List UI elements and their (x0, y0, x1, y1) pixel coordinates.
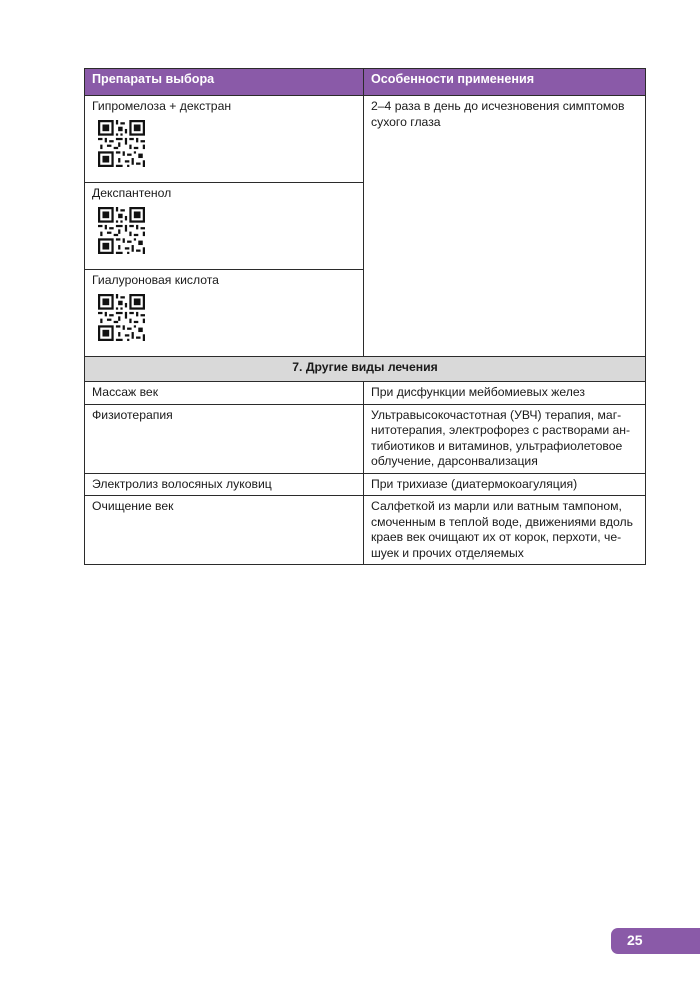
table-row (85, 96, 646, 183)
drug-cell (85, 96, 364, 183)
table-row (85, 473, 646, 496)
drug-name: Гипромелоза + декстран (92, 99, 232, 113)
qr-code-icon (98, 294, 145, 341)
page-number-tab (611, 928, 700, 954)
header-drugs: Препараты выбора (85, 69, 364, 96)
section-title: 7. Другие виды лечения (85, 357, 646, 382)
drugs-usage-cell: 2–4 раза в день до исчезновения симптомов сухого глаза (364, 96, 646, 357)
row-name: Электролиз волосяных луковиц (85, 473, 364, 496)
section-row (85, 357, 646, 382)
table-row (85, 404, 646, 473)
row-usage: Ультравысокочастотная (УВЧ) терапия, магнитотерапия, электрофорез с растворами антибиотиков и витаминов, ультрафиолетовое облучение, дарсонвализация (364, 404, 646, 473)
row-usage: При трихиазе (диатермокоагуляция) (364, 473, 646, 496)
qr-code-icon (98, 207, 145, 254)
table-row (85, 382, 646, 405)
drug-cell (85, 270, 364, 357)
table-row (85, 496, 646, 565)
row-name: Очищение век (85, 496, 364, 565)
header-usage: Особенности применения (364, 69, 646, 96)
row-usage: При дисфункции мейбомиевых желез (364, 382, 646, 405)
drug-name: Декспантенол (92, 186, 172, 200)
page-number: 25 (627, 932, 643, 948)
table-header-row (85, 69, 646, 96)
drug-cell (85, 183, 364, 270)
row-name: Массаж век (85, 382, 364, 405)
treatment-table (84, 68, 646, 565)
row-name: Физиотерапия (85, 404, 364, 473)
row-usage: Салфеткой из марли или ватным тампоном, смоченным в теплой воде, движениями вдоль краев век очищают их от корок, перхоти, чешуек и прочих отделяемых (364, 496, 646, 565)
qr-code-icon (98, 120, 145, 167)
drug-name: Гиалуроновая кислота (92, 273, 219, 287)
